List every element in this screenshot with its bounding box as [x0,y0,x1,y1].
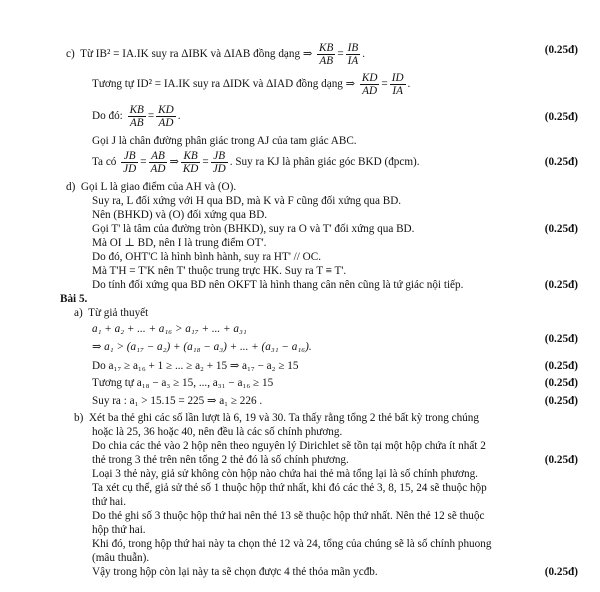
part-c-text1: Từ IB² = IA.IK suy ra ΔIBK và ΔIAB đồng dạng ⇒ [80,48,313,61]
bai5-b-line11: (mâu thuẫn). [92,552,150,564]
fraction-kb-ab-2: $\frac{KB}{AB}$ [129,104,144,129]
part-d-line5: Mà OI ⊥ BD, nên I là trung điểm OT'. [92,237,267,249]
points-b12: (0.25đ) [544,566,578,578]
bai5-b-line9: hộp thứ hai. [92,524,146,536]
fraction-jb-jd: $\frac{JB}{JD}$ [123,150,137,175]
bai5-b-line1: b) Xét ba thẻ ghi các số lần lượt là 6, 19 và 30. Ta thấy rằng tổng 2 thẻ bất kỳ trong chúng [74,412,479,424]
fraction-kb-kd: $\frac{KB}{KD}$ [182,150,199,175]
part-c-line3: Do đó: $\frac{KB}{AB}$ = $\frac{KD}{AD}$ . [92,104,181,129]
part-d-line2: Suy ra, L đối xứng với H qua BD, mà K và F cũng đối xứng qua BD. [92,195,402,207]
points-d8: (0.25đ) [544,279,578,291]
points-c3: (0.25đ) [544,111,578,123]
bai5-title: Bài 5. [60,293,88,305]
bai5-a-line6: Suy ra : a₁ > 15.15 = 225 ⇒ a₁ ≥ 226 . [92,395,263,407]
part-d-line4: Gọi T' là tâm của đường tròn (BHKD), suy ra O và T' đối xứng qua BD. [92,223,415,235]
fraction-jb-jd-2: $\frac{JB}{JD}$ [212,150,226,175]
points-a23: (0.25đ) [544,333,578,345]
fraction-id-ia: $\frac{ID}{IA}$ [391,72,404,97]
bai5-a-line2: a₁ + a₂ + ... + a₁₆ > a₁₇ + ... + a₃₁ [92,323,247,335]
bai5-a-line5: Tương tự a₁₈ − a₃ ≥ 15, ..., a₃₁ − a₁₆ ≥ 15 [92,377,274,389]
bai5-b-line10: Khi đó, trong hộp thứ hai này ta chọn thẻ 12 và 24, tổng của chúng sẽ là số chính phuong [92,538,492,550]
fraction-kd-ad: $\frac{KD}{AD}$ [361,72,378,97]
points-c5: (0.25đ) [544,156,578,168]
fraction-ib-ia: $\frac{IB}{IA}$ [347,42,359,67]
bai5-b-line6: Ta xét cụ thể, giả sử thẻ số 1 thuộc hộp thứ nhất, khi đó các thẻ 3, 8, 15, 24 sẽ thuộc hộp [92,482,487,494]
points-c1: (0.25đ) [544,44,578,56]
part-c-line1: c) Từ IB² = IA.IK suy ra ΔIBK và ΔIAB đồng dạng ⇒ $\frac{KB}{AB}$ = $\frac{IB}{IA}$ . [66,42,366,67]
part-c-label: c) [66,48,75,61]
bai5-b-line2: hoặc là 25, 36 hoặc 40, nên đều là các số chính phương. [92,426,343,438]
bai5-a-line3: ⇒ a₁ > (a₁₇ − a₂) + (a₁₈ − a₃) + ... + (a₃₁ − a₁₆). [92,341,312,353]
points-a5: (0.25đ) [544,377,578,389]
fraction-ab-ad: $\frac{AB}{AD}$ [150,150,166,175]
fraction-kd-ad-2: $\frac{KD}{AD}$ [158,104,174,129]
points-a4: (0.25đ) [544,360,578,372]
part-c-line4: Gọi J là chân đường phân giác trong AJ của tam giác ABC. [92,135,357,147]
bai5-b-line8: Do thẻ ghi số 3 thuộc hộp thứ hai nên thẻ 13 sẽ thuộc hộp thứ nhất. Nên thẻ 12 sẽ thuộc [92,510,485,522]
bai5-a-label: a) [74,307,83,319]
bai5-b-line12: Vậy trong hộp còn lại này ta sẽ chọn được 4 thẻ thỏa mãn ycđb. [92,566,378,578]
bai5-b-line7: thứ hai. [92,496,127,508]
bai5-b-label: b) [74,412,84,424]
part-d-line7: Mà T'H = T'K nên T' thuộc trung trực HK. Suy ra T ≡ T'. [92,265,347,277]
points-b4: (0.25đ) [544,454,578,466]
bai5-a-line1: a) Từ giả thuyết [74,307,149,319]
part-d-line6: Do đó, OHT'C là hình bình hành, suy ra HT' // OC. [92,251,322,263]
bai5-b-line3: Do chia các thẻ vào 2 hộp nên theo nguyên lý Dirichlet sẽ tồn tại một hộp chứa ít nhất 2 [92,440,486,452]
bai5-b-line5: Loại 3 thẻ này, giả sử không còn hộp nào chứa hai thẻ mà tổng lại là số chính phương. [92,468,478,480]
fraction-kb-ab: $\frac{KB}{AB}$ [319,42,334,67]
bai5-b-line4: thẻ trong 3 thẻ trên nên tổng 2 thẻ đó là số chính phương. [92,454,349,466]
part-d-line8: Do tính đối xứng qua BD nên OKFT là hình thang cân nên cũng là tứ giác nội tiếp. [92,279,464,291]
part-c-line5: Ta có $\frac{JB}{JD}$ = $\frac{AB}{AD}$ ⇒ $\frac{KB}{KD}$ = $\frac{JB}{JD}$ . Suy ra KJ là phân giác góc BKD (đpcm). [92,150,420,175]
points-a6: (0.25đ) [544,395,578,407]
part-d-line3: Nên (BHKD) và (O) đối xứng qua BD. [92,209,268,221]
points-d4: (0.25đ) [544,223,578,235]
part-d-label: d) [66,181,76,193]
part-c-line2: Tương tự ID² = IA.IK suy ra ΔIDK và ΔIAD đồng dạng ⇒ $\frac{KD}{AD}$ = $\frac{ID}{IA}$ . [92,72,411,97]
part-d-line1: d) Gọi L là giao điểm của AH và (O). [66,181,237,193]
bai5-a-line4: Do a₁₇ ≥ a₁₆ + 1 ≥ ... ≥ a₂ + 15 ⇒ a₁₇ − a₂ ≥ 15 [92,360,299,372]
